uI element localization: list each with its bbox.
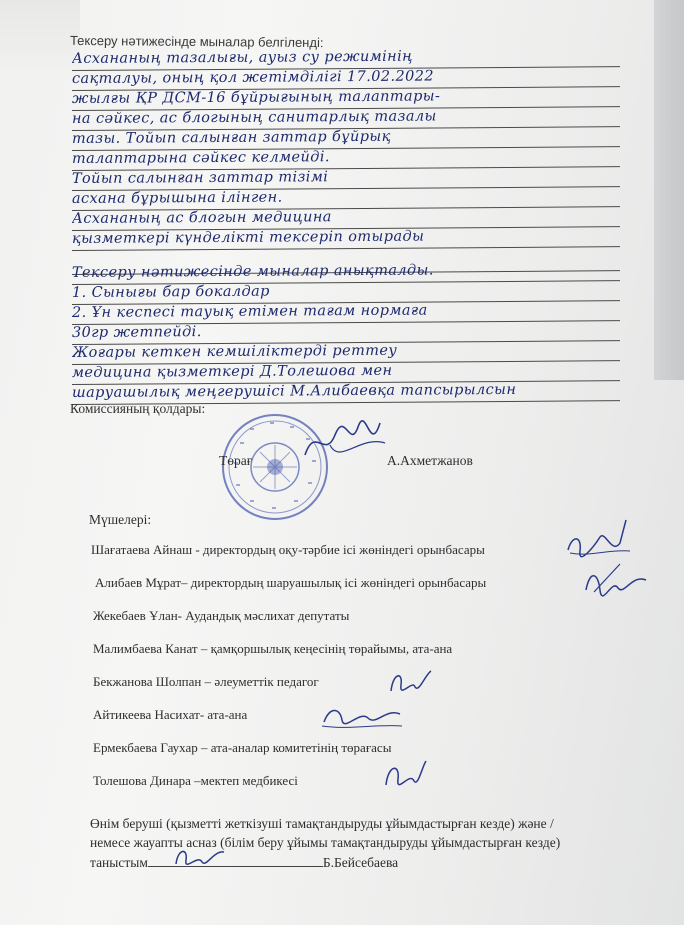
- member-row: Шағатаева Айнаш - директордың оқу-тәрбие ісі жөніндегі орынбасары: [91, 542, 485, 557]
- handwritten-line: на сәйкес, ас блогының санитарлық тазалы: [72, 106, 620, 131]
- footer-line-1: Өнім беруші (қызметті жеткізуші тамақтандыруды ұйымдастырған кезде) және /: [90, 816, 554, 831]
- member-signature: [320, 700, 405, 732]
- handwritten-line: жылғы ҚР ДСМ-16 бұйрығының талаптары-: [72, 86, 620, 111]
- handwritten-line: Асхананың тазалығы, ауыз су режимінің: [72, 46, 620, 71]
- handwritten-line: Асхананың ас блогын медицина: [72, 206, 620, 231]
- handwritten-line: асхана бұрышына ілінген.: [72, 186, 620, 211]
- handwritten-line: Тойып салынған заттар тізімі: [72, 166, 620, 191]
- member-row: Толешова Динара –мектеп медбикесі: [93, 773, 298, 788]
- commission-label: Комиссияның қолдары:: [70, 401, 206, 416]
- members-label: Мүшелері:: [89, 512, 152, 527]
- member-row: Айтикеева Насихат- ата-ана: [93, 707, 248, 722]
- footer-name: Б.Бейсебаева: [322, 855, 399, 870]
- member-row: Бекжанова Шолпан – әлеуметтік педагог: [93, 674, 319, 689]
- footer-acknowledged-label: таныстым: [90, 855, 148, 870]
- member-row: Жекебаев Ұлан- Аудандық мәслихат депутаты: [93, 608, 350, 623]
- member-row: Алибаев Мұрат– директордың шаруашылық ісі жөніндегі орынбасары: [95, 575, 487, 590]
- handwritten-line: 1. Сынығы бар бокалдар: [72, 280, 620, 305]
- member-row: Малимбаева Канат – қамқоршылық кеңесінің төрайымы, ата-ана: [93, 641, 453, 656]
- chair-signature: [300, 415, 390, 470]
- page-fold-right: [654, 0, 684, 380]
- handwritten-line: шаруашылық меңгерушісі М.Алибаевқа тапсырылсын: [72, 380, 620, 405]
- handwritten-line: медицина қызметкері Д.Толешова мен: [72, 360, 620, 385]
- page-fold-top-left: [0, 0, 80, 78]
- footer-signature: [170, 842, 230, 872]
- handwritten-line: 2. Ұн кеспесі тауық етімен тағам нормаға: [72, 300, 620, 325]
- handwritten-line: Тексеру нәтижесінде мыналар анықталды.: [72, 260, 620, 285]
- findings-header: Тексеру нәтижесінде мыналар белгіленді:: [69, 32, 324, 51]
- footer-line-2: немесе жауапты асназ (білім беру ұйымы тамақтандыруды ұйымдастырған кезде): [90, 835, 561, 850]
- handwritten-line: талаптарына сәйкес келмейді.: [72, 146, 620, 171]
- member-row: Ермекбаева Гаухар – ата-аналар комитетінің төрағасы: [93, 740, 392, 755]
- handwritten-line: қызметкері күнделікті тексеріп отырады: [72, 226, 620, 251]
- handwritten-line: 30гр жетпейді.: [72, 320, 620, 345]
- member-signature: [380, 755, 430, 795]
- handwritten-line: тазы. Тойып салынған заттар бұйрық: [72, 126, 620, 151]
- chair-role: Төрағ: [219, 453, 253, 468]
- chair-name: А.Ахметжанов: [387, 453, 473, 468]
- handwritten-line: Жоғары кеткен кемшіліктерді реттеу: [72, 340, 620, 365]
- member-signature: [385, 665, 435, 700]
- handwritten-line: сақталуы, оның қол жетімділігі 17.02.2022: [72, 66, 620, 91]
- member-signature: [580, 560, 655, 605]
